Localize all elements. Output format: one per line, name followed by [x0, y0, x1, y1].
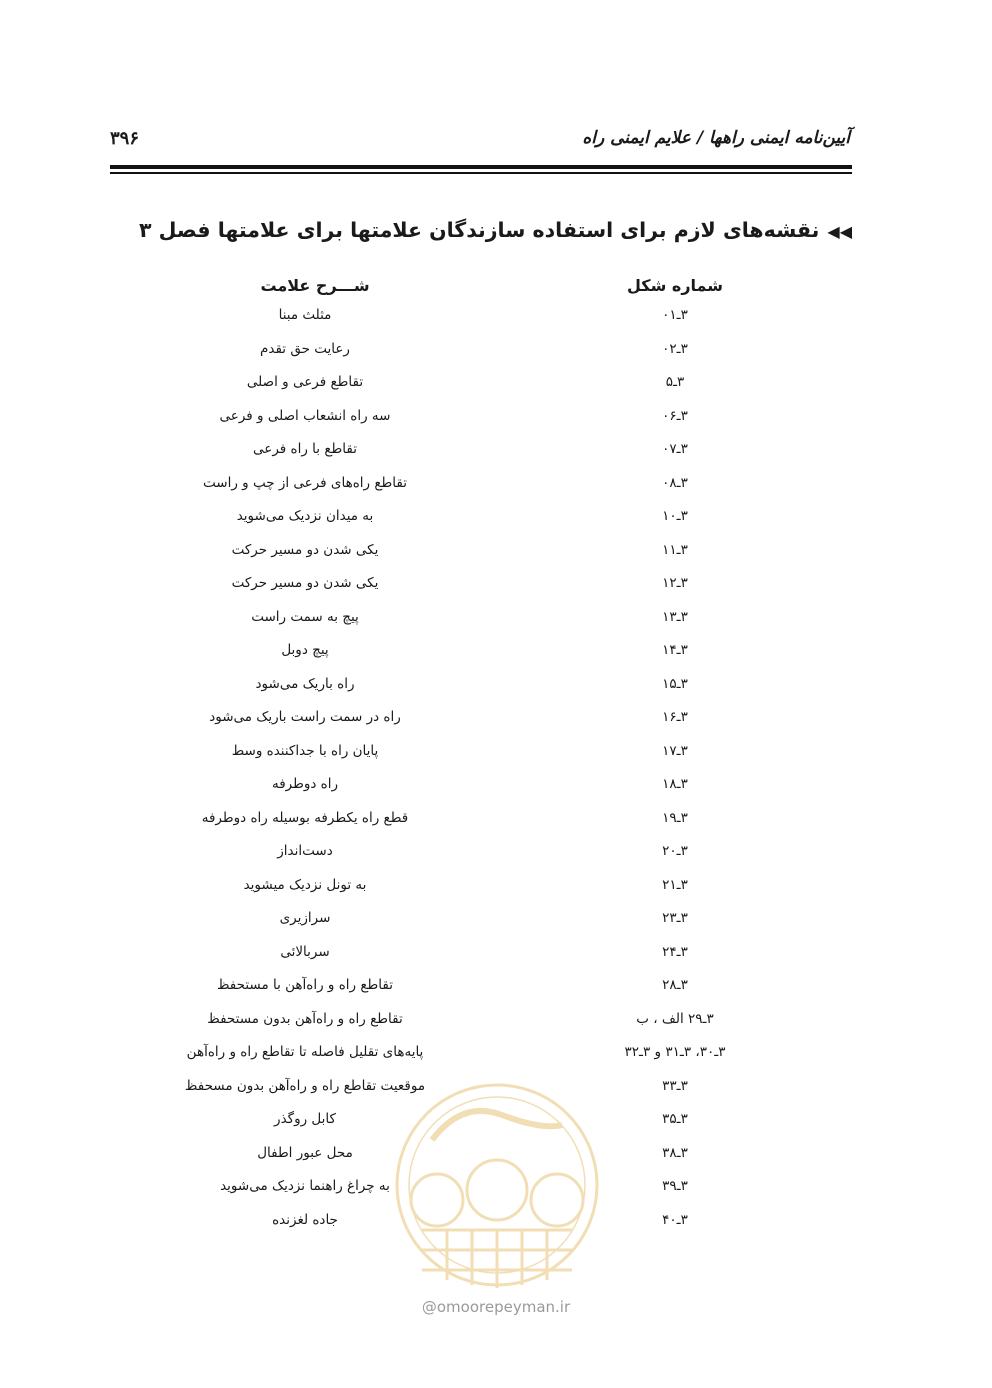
column-header-description: شـــرح علامت [260, 276, 370, 295]
table-row [150, 439, 770, 473]
figure-number: ۳ـ۲۸ [662, 977, 688, 993]
sign-description: مثلث مبنا [278, 307, 332, 323]
table-row [150, 473, 770, 507]
page-number: ۳۹۶ [110, 128, 140, 149]
sign-description: دست‌انداز [277, 843, 333, 859]
sign-description: پایه‌های تقلیل فاصله تا تقاطع راه و راه‌آهن [186, 1044, 424, 1060]
figure-number: ۳ـ۱۵ [662, 675, 688, 692]
sign-description: به چراغ راهنما نزدیک می‌شوید [220, 1178, 390, 1194]
sign-description: کابل روگذر [274, 1111, 336, 1127]
figure-number: ۳ـ۰۸ [662, 474, 688, 491]
sign-description: تقاطع راه و راه‌آهن با مستحفظ [216, 977, 393, 993]
running-title: آیین‌نامه ایمنی راهها / علایم ایمنی راه [582, 128, 850, 148]
figure-number: ۳ـ۵ [665, 374, 685, 390]
table-row [150, 506, 770, 540]
table-row [150, 707, 770, 741]
sign-description: جاده لغزنده [272, 1211, 338, 1228]
table-row [150, 942, 770, 976]
table-row [150, 573, 770, 607]
figure-number: ۳ـ۲۱ [662, 876, 688, 893]
figure-number: ۳ـ۱۴ [662, 642, 688, 658]
figure-number: ۳ـ۱۶ [662, 709, 688, 725]
sign-description: محل عبور اطفال [257, 1144, 353, 1161]
figure-number: ۳ـ۴۰ [662, 1211, 688, 1228]
figure-number: ۳ـ۳۵ [662, 1111, 688, 1127]
sign-description: پیچ دوبل [281, 642, 329, 658]
header-rule-thin [110, 172, 852, 174]
table-row [150, 540, 770, 574]
table-row [150, 908, 770, 942]
figure-number: ۳ـ۱۱ [662, 541, 688, 558]
page-header [110, 128, 850, 158]
figure-number: ۳ـ۳۹ [662, 1178, 688, 1194]
sign-description: تقاطع راه و راه‌آهن بدون مستحفظ [207, 1010, 403, 1027]
sign-description: تقاطع راه‌های فرعی از چپ و راست [203, 474, 407, 491]
header-rule-thick [110, 165, 852, 169]
table-row [150, 607, 770, 641]
section-title: نقشه‌های لازم برای استفاده سازندگان علامتها برای علامتها فصل ۳ [138, 218, 820, 242]
table-row [150, 741, 770, 775]
figure-number: ۳ـ۰۲ [662, 340, 688, 357]
figure-number: ۳ـ۳۰، ۳ـ۳۱ و ۳ـ۳۲ [624, 1044, 726, 1060]
figure-number: ۳ـ۱۸ [662, 776, 688, 792]
sign-description: موقعیت تقاطع راه و راه‌آهن بدون مسحفظ [184, 1077, 426, 1094]
sign-description: پیچ به سمت راست [251, 608, 359, 625]
table-row [150, 808, 770, 842]
figure-number: ۳ـ۱۷ [662, 742, 688, 759]
table-row [150, 841, 770, 875]
figure-number: ۳ـ۲۳ [662, 910, 688, 926]
figure-number: ۳ـ۲۰ [662, 843, 688, 859]
sign-description: سربالائی [280, 943, 330, 960]
sign-description: راه در سمت راست باریک می‌شود [209, 709, 401, 725]
sign-description: به میدان نزدیک می‌شوید [236, 508, 374, 524]
figure-number: ۳ـ۰۱ [662, 307, 688, 323]
table-row [150, 1042, 770, 1076]
figure-number: ۳ـ۱۹ [662, 809, 688, 826]
watermark-url: @omoorepeyman.ir [421, 1298, 571, 1316]
sign-description: یکی شدن دو مسیر حرکت [231, 575, 379, 591]
sign-description: راه باریک می‌شود [255, 675, 355, 692]
sign-description: پایان راه با جداکننده وسط [231, 742, 379, 759]
sign-description: به تونل نزدیک میشوید [243, 876, 367, 893]
table-row [150, 406, 770, 440]
table-row [150, 305, 770, 339]
sign-description: یکی شدن دو مسیر حرکت [231, 541, 379, 558]
table-row [150, 640, 770, 674]
omoorepeyman-logo-watermark [392, 1080, 602, 1290]
figure-number: ۳ـ۱۰ [662, 508, 688, 524]
figure-number: ۳ـ۱۳ [662, 608, 688, 625]
sign-description: تقاطع فرعی و اصلی [246, 374, 364, 390]
figure-number: ۳ـ۰۷ [662, 441, 688, 457]
figure-number: ۳ـ۲۹ الف ، ب [636, 1010, 714, 1027]
sign-description: قطع راه یکطرفه بوسیله راه دوطرفه [201, 809, 409, 826]
sign-description: سرازیری [279, 910, 331, 926]
table-row [150, 372, 770, 406]
column-header-figure-number: شماره شکل [626, 276, 723, 295]
figure-number: ۳ـ۳۳ [662, 1077, 688, 1094]
table-row [150, 875, 770, 909]
sign-description: راه دوطرفه [271, 776, 339, 792]
table-row [150, 1009, 770, 1043]
section-heading [139, 218, 852, 242]
sign-description: رعایت حق تقدم [260, 340, 350, 357]
watermark-url-text: omoorepeyman.ir [436, 1298, 571, 1316]
double-arrow-icon: ◀◀ [827, 222, 852, 241]
sign-description: تقاطع با راه فرعی [253, 441, 357, 457]
figure-number: ۳ـ۳۸ [662, 1144, 688, 1161]
sign-description: سه راه انشعاب اصلی و فرعی [219, 407, 391, 424]
figure-number: ۳ـ۰۶ [662, 407, 688, 424]
figure-number: ۳ـ۱۲ [662, 575, 688, 591]
figure-number: ۳ـ۲۴ [662, 943, 688, 960]
table-row [150, 975, 770, 1009]
table-row [150, 774, 770, 808]
table-row [150, 674, 770, 708]
table-row [150, 339, 770, 373]
